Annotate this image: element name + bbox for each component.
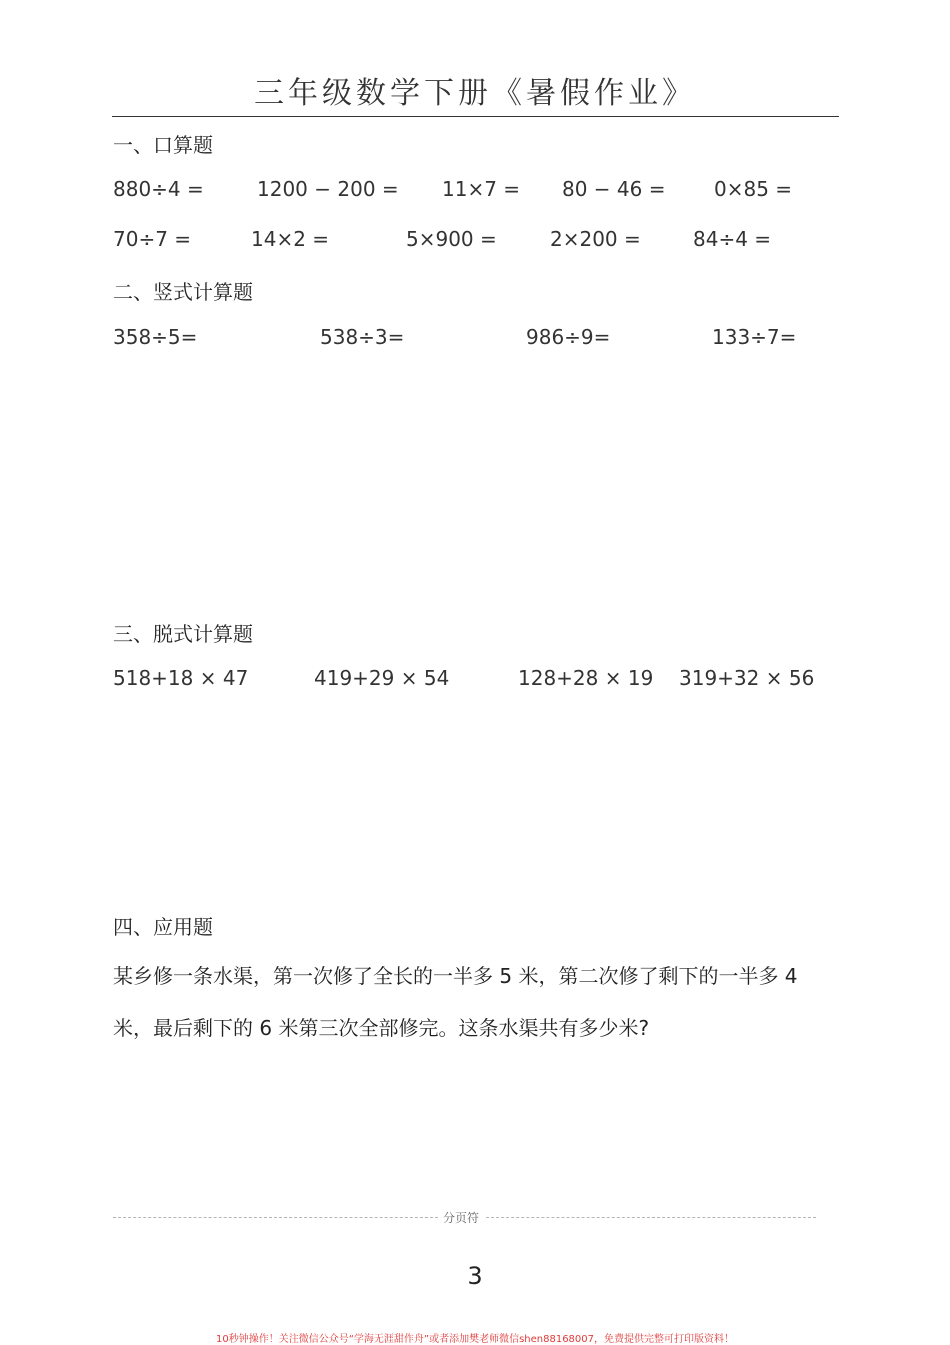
oral-problem: 11×7 = [442, 177, 521, 201]
page-break-line-right [486, 1217, 816, 1218]
stepwise-problem: 518+18 × 47 [113, 666, 249, 690]
vertical-problem: 133÷7= [712, 325, 797, 349]
stepwise-problem: 128+28 × 19 [518, 666, 654, 690]
oral-problem: 70÷7 = [113, 227, 192, 251]
page-break-label: 分页符 [443, 1211, 480, 1225]
oral-problem: 1200 − 200 = [257, 177, 399, 201]
footer-notice: 10秒钟操作！关注微信公众号“学海无涯甜作舟”或者添加樊老师微信shen88168007，免费提供完整可打印版资料！ [215, 1334, 735, 1345]
section-heading-word-problem: 四、应用题 [113, 915, 213, 939]
page-number: 3 [467, 1262, 483, 1290]
title-underline [112, 116, 839, 117]
word-problem-line: 米，最后剩下的 6 米第三次全部修完。这条水渠共有多少米? [113, 1016, 650, 1040]
section-heading-vertical: 二、竖式计算题 [113, 280, 253, 304]
stepwise-problem: 319+32 × 56 [679, 666, 815, 690]
vertical-problem: 538÷3= [320, 325, 405, 349]
oral-problem: 5×900 = [406, 227, 497, 251]
oral-problem: 14×2 = [251, 227, 330, 251]
oral-problem: 80 − 46 = [562, 177, 666, 201]
word-problem-line: 某乡修一条水渠，第一次修了全长的一半多 5 米，第二次修了剩下的一半多 4 [113, 964, 798, 988]
oral-problem: 0×85 = [714, 177, 793, 201]
oral-problem: 84÷4 = [693, 227, 772, 251]
oral-problem: 880÷4 = [113, 177, 204, 201]
oral-problem: 2×200 = [550, 227, 641, 251]
vertical-problem: 986÷9= [526, 325, 611, 349]
page-title: 三年级数学下册《暑假作业》 [254, 76, 696, 111]
section-heading-stepwise: 三、脱式计算题 [113, 622, 253, 646]
section-heading-oral: 一、口算题 [113, 133, 213, 157]
vertical-problem: 358÷5= [113, 325, 198, 349]
stepwise-problem: 419+29 × 54 [314, 666, 450, 690]
page-break-line-left [113, 1217, 438, 1218]
